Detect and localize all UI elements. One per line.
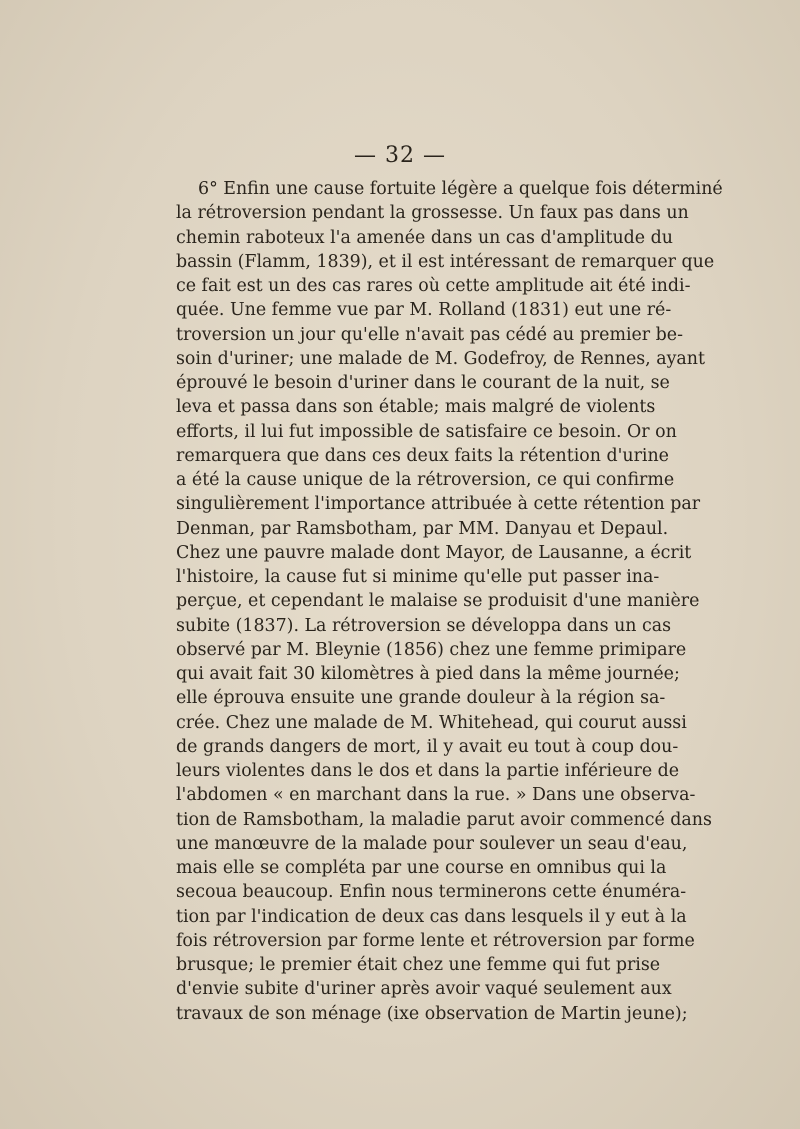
text-line: de grands dangers de mort, il y avait eu tout à coup dou- bbox=[176, 736, 679, 757]
page-number: — 32 — bbox=[354, 143, 446, 168]
text-line: ce fait est un des cas rares où cette amplitude ait été indi- bbox=[176, 276, 691, 296]
text-line: éprouvé le besoin d'uriner dans le courant de la nuit, se bbox=[176, 373, 670, 393]
text-line: l'abdomen « en marchant dans la rue. » Dans une observa- bbox=[176, 785, 696, 806]
text-line: tion par l'indication de deux cas dans lesquels il y eut à la bbox=[176, 906, 687, 927]
text-line: tion de Ramsbotham, la maladie parut avoir commencé dans bbox=[176, 809, 712, 830]
text-line: Chez une pauvre malade dont Mayor, de Lausanne, a écrit bbox=[176, 542, 692, 563]
text-line: elle éprouva ensuite une grande douleur à la région sa- bbox=[176, 688, 666, 709]
text-line: qui avait fait 30 kilomètres à pied dans la même journée; bbox=[176, 664, 680, 684]
text-line: 6° Enfin une cause fortuite légère a quelque fois déterminé bbox=[198, 179, 723, 199]
text-line: travaux de son ménage (ixe observation de Martin jeune); bbox=[176, 1003, 688, 1024]
text-line: a été la cause unique de la rétroversion, ce qui confirme bbox=[176, 470, 675, 490]
text-line: une manœuvre de la malade pour soulever un seau d'eau, bbox=[176, 833, 688, 854]
text-line: efforts, il lui fut impossible de satisfaire ce besoin. Or on bbox=[176, 421, 677, 442]
text-line: bassin (Flamm, 1839), et il est intéressant de remarquer que bbox=[176, 251, 715, 272]
text-line: mais elle se compléta par une course en omnibus qui la bbox=[176, 858, 667, 878]
text-line: l'histoire, la cause fut si minime qu'elle put passer ina- bbox=[176, 567, 660, 587]
text-line: chemin raboteux l'a amenée dans un cas d'amplitude du bbox=[176, 227, 673, 248]
text-line: leurs violentes dans le dos et dans la partie inférieure de bbox=[176, 761, 680, 781]
text-line: la rétroversion pendant la grossesse. Un faux pas dans un bbox=[176, 203, 689, 224]
text-line: quée. Une femme vue par M. Rolland (1831) eut une ré- bbox=[176, 300, 672, 321]
text-line: soin d'uriner; une malade de M. Godefroy, de Rennes, ayant bbox=[176, 348, 705, 369]
text-line: brusque; le premier était chez une femme qui fut prise bbox=[176, 955, 661, 975]
text-line: d'envie subite d'uriner après avoir vaqué seulement aux bbox=[176, 979, 672, 1000]
text-line: singulièrement l'importance attribuée à cette rétention par bbox=[176, 494, 701, 515]
text-line: subite (1837). La rétroversion se développa dans un cas bbox=[176, 615, 672, 636]
text-line: Denman, par Ramsbotham, par MM. Danyau et Depaul. bbox=[176, 518, 669, 539]
body-text bbox=[176, 177, 723, 1026]
text-line: remarquera que dans ces deux faits la rétention d'urine bbox=[176, 445, 669, 466]
text-line: troversion un jour qu'elle n'avait pas cédé au premier be- bbox=[176, 324, 683, 345]
text-line: observé par M. Bleynie (1856) chez une femme primipare bbox=[176, 639, 687, 660]
text-line: fois rétroversion par forme lente et rétroversion par forme bbox=[176, 930, 695, 951]
text-line: leva et passa dans son étable; mais malgré de violents bbox=[176, 397, 656, 418]
text-line: perçue, et cependant le malaise se produisit d'une manière bbox=[176, 591, 700, 612]
text-line: crée. Chez une malade de M. Whitehead, qui courut aussi bbox=[176, 712, 687, 733]
text-line: secoua beaucoup. Enfin nous terminerons cette énuméra- bbox=[176, 882, 687, 903]
